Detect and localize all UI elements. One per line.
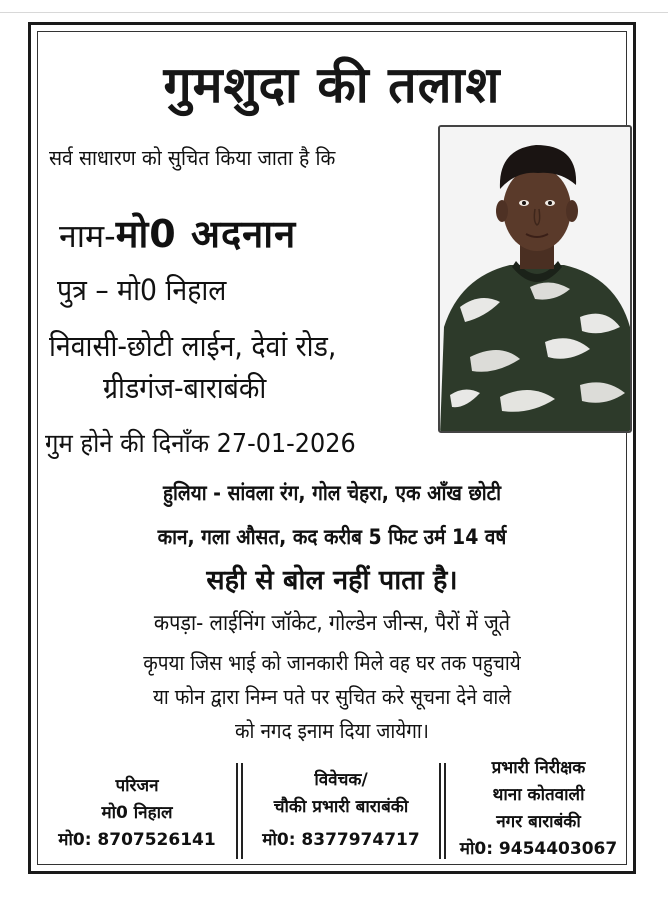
- appeal-line-3: को नगद इनाम दिया जायेगा।: [235, 719, 429, 743]
- missing-date: गुम होने की दिनाँक 27-01-2026: [45, 429, 356, 459]
- father-name: पुत्र – मो0 निहाल: [57, 273, 227, 307]
- contact-separator-2: [439, 763, 446, 859]
- name-prefix: नाम-: [59, 217, 116, 255]
- name-value: मो0 अदनान: [115, 212, 297, 256]
- contact-investigator: [243, 767, 439, 854]
- top-divider: [0, 12, 668, 13]
- description-line-2: कान, गला औसत, कद करीब 5 फिट उर्म 14 वर्ष: [157, 525, 507, 549]
- contact-family-name: मो0 निहाल: [101, 803, 173, 823]
- contact-family: [37, 773, 237, 854]
- missing-person-name: [59, 207, 296, 269]
- address-line-1: निवासी-छोटी लाईन, देवां रोड,: [49, 329, 337, 363]
- contact-family-role: परिजन: [115, 776, 159, 796]
- speech-note: सही से बोल नहीं पाता है।: [206, 565, 458, 596]
- poster-title: गुमशुदा की तलाश: [163, 56, 501, 114]
- intro-text: सर्व साधारण को सुचित किया जाता है कि: [49, 146, 336, 170]
- contact-inspector-phone: मो0: 9454403067: [459, 839, 618, 859]
- portrait-illustration: [440, 127, 632, 433]
- contact-investigator-role: विवेचक/: [314, 770, 368, 790]
- contact-inspector: [446, 755, 631, 863]
- contact-investigator-phone: मो0: 8377974717: [262, 830, 420, 850]
- description-line-1: हुलिया - सांवला रंग, गोल चेहरा, एक आँख छोटी: [162, 481, 502, 505]
- clothes-description: कपड़ा- लाईनिंग जॉकेट, गोल्डेन जीन्स, पैरों में जूते: [153, 611, 511, 636]
- appeal-line-2: या फोन द्वारा निम्न पते पर सुचित करे सूचना देने वाले: [152, 685, 512, 709]
- contact-inspector-role: प्रभारी निरीक्षक: [491, 758, 586, 778]
- contact-separator-1: [236, 763, 243, 859]
- address-line-2: ग्रीडगंज-बाराबंकी: [103, 371, 267, 405]
- missing-person-photo: [438, 125, 632, 433]
- appeal-line-1: कृपया जिस भाई को जानकारी मिले वह घर तक पहुचाये: [143, 651, 521, 675]
- contact-inspector-station: थाना कोतवाली: [492, 785, 585, 805]
- contact-family-phone: मो0: 8707526141: [58, 830, 216, 850]
- poster-frame: [28, 22, 636, 874]
- contact-investigator-post: चौकी प्रभारी बाराबंकी: [273, 797, 409, 817]
- contact-inspector-city: नगर बाराबंकी: [496, 812, 581, 832]
